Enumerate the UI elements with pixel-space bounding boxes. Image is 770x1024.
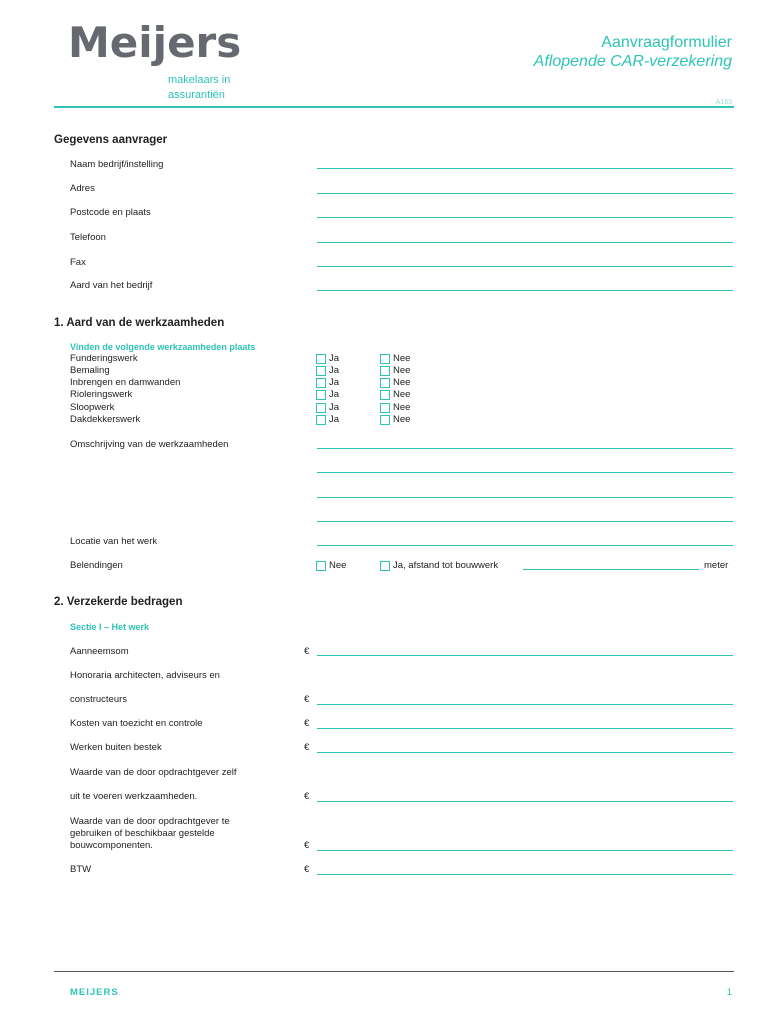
work-item-label: Inbrengen en damwanden: [70, 377, 181, 388]
work-item-no[interactable]: [380, 414, 410, 425]
yes-label: Ja: [329, 353, 340, 364]
amount-label-buiten-bestek: Werken buiten bestek: [70, 742, 162, 753]
belendingen-yes-label: Ja, afstand tot bouwwerk: [393, 560, 499, 571]
location-input[interactable]: [317, 545, 733, 546]
no-label: Nee: [393, 365, 411, 376]
work-item-no[interactable]: [380, 365, 410, 376]
amount-label-honoraria-1: Honoraria architecten, adviseurs en: [70, 670, 220, 681]
checkbox-icon[interactable]: [380, 354, 390, 364]
section-title-applicant: Gegevens aanvrager: [54, 134, 168, 146]
euro-sign: €: [304, 694, 310, 705]
logo-tagline-line2: assurantiën: [168, 89, 225, 101]
euro-sign: €: [304, 646, 310, 657]
field-input-company[interactable]: [317, 168, 733, 169]
amount-label-aanneemsom: Aanneemsom: [70, 646, 129, 657]
checkbox-icon[interactable]: [380, 366, 390, 376]
checkbox-icon[interactable]: [380, 561, 390, 571]
euro-sign: €: [304, 791, 310, 802]
amount-input-btw[interactable]: [317, 874, 733, 875]
form-title: Aanvraagformulier: [601, 34, 732, 51]
euro-sign: €: [304, 864, 310, 875]
work-item-no[interactable]: [380, 353, 410, 364]
work-item-label: Bemaling: [70, 365, 110, 376]
amount-label-bouwcomp-2: gebruiken of beschikbaar gestelde: [70, 828, 215, 839]
work-item-yes[interactable]: [316, 353, 339, 364]
euro-sign: €: [304, 718, 310, 729]
yes-label: Ja: [329, 377, 340, 388]
checkbox-icon[interactable]: [316, 378, 326, 388]
checkbox-icon[interactable]: [380, 378, 390, 388]
distance-unit: meter: [704, 560, 729, 571]
amount-input-buiten-bestek[interactable]: [317, 752, 733, 753]
euro-sign: €: [304, 840, 310, 851]
checkbox-icon[interactable]: [380, 390, 390, 400]
description-line-3[interactable]: [317, 497, 733, 498]
work-item-no[interactable]: [380, 402, 410, 413]
logo-wordmark: Meijers: [68, 18, 242, 67]
no-label: Nee: [393, 389, 411, 400]
yes-label: Ja: [329, 414, 340, 425]
checkbox-icon[interactable]: [316, 415, 326, 425]
belendingen-no-label: Nee: [329, 560, 347, 571]
amount-input-toezicht[interactable]: [317, 728, 733, 729]
no-label: Nee: [393, 377, 411, 388]
field-input-phone[interactable]: [317, 242, 733, 243]
footer-brand: MEIJERS: [70, 987, 119, 998]
section-title-amounts: 2. Verzekerde bedragen: [54, 596, 183, 608]
logo-tagline-line1: makelaars in: [168, 74, 231, 86]
checkbox-icon[interactable]: [380, 403, 390, 413]
no-label: Nee: [393, 414, 411, 425]
work-item-yes[interactable]: [316, 377, 339, 388]
page-number: 1: [726, 987, 732, 998]
amount-label-honoraria-2: constructeurs: [70, 694, 128, 705]
amount-label-btw: BTW: [70, 864, 92, 875]
checkbox-icon[interactable]: [316, 561, 326, 571]
checkbox-icon[interactable]: [380, 415, 390, 425]
footer-divider: [54, 971, 734, 972]
logo-tagline: [168, 73, 230, 103]
field-label-fax: Fax: [70, 257, 86, 268]
form-code: A163: [715, 99, 732, 106]
field-label-address: Adres: [70, 183, 95, 194]
amount-label-waarde-zelf-2: uit te voeren werkzaamheden.: [70, 791, 198, 802]
work-item-label: Dakdekkerswerk: [70, 414, 141, 425]
work-item-yes[interactable]: [316, 414, 339, 425]
work-item-label: Sloopwerk: [70, 402, 115, 413]
amount-input-aanneemsom[interactable]: [317, 655, 733, 656]
description-line-4[interactable]: [317, 521, 733, 522]
description-label: Omschrijving van de werkzaamheden: [70, 439, 229, 450]
amount-input-honoraria[interactable]: [317, 704, 733, 705]
work-item-yes[interactable]: [316, 389, 339, 400]
field-input-fax[interactable]: [317, 266, 733, 267]
header-divider: [54, 106, 734, 108]
amount-label-toezicht: Kosten van toezicht en controle: [70, 718, 203, 729]
checkbox-icon[interactable]: [316, 366, 326, 376]
euro-sign: €: [304, 742, 310, 753]
work-item-no[interactable]: [380, 389, 410, 400]
work-item-label: Funderingswerk: [70, 353, 138, 364]
amount-input-waarde-zelf[interactable]: [317, 801, 733, 802]
checkbox-icon[interactable]: [316, 390, 326, 400]
field-label-company: Naam bedrijf/instelling: [70, 159, 164, 170]
section-title-work-type: 1. Aard van de werkzaamheden: [54, 317, 225, 329]
amount-label-bouwcomp-1: Waarde van de door opdrachtgever te: [70, 816, 230, 827]
form-subtitle: Aflopende CAR-verzekering: [533, 53, 732, 70]
section-subtitle-work: Sectie I – Het werk: [70, 622, 150, 632]
work-question: Vinden de volgende werkzaamheden plaats: [70, 342, 256, 352]
work-item-yes[interactable]: [316, 365, 339, 376]
field-input-postcode[interactable]: [317, 217, 733, 218]
work-item-yes[interactable]: [316, 402, 339, 413]
field-label-phone: Telefoon: [70, 232, 106, 243]
description-line-1[interactable]: [317, 448, 733, 449]
yes-label: Ja: [329, 365, 340, 376]
checkbox-icon[interactable]: [316, 354, 326, 364]
work-item-label: Rioleringswerk: [70, 389, 133, 400]
amount-input-bouwcomp[interactable]: [317, 850, 733, 851]
field-label-business-type: Aard van het bedrijf: [70, 280, 153, 291]
work-item-no[interactable]: [380, 377, 410, 388]
field-label-postcode: Postcode en plaats: [70, 207, 151, 218]
no-label: Nee: [393, 402, 411, 413]
belendingen-label: Belendingen: [70, 560, 123, 571]
description-line-2[interactable]: [317, 472, 733, 473]
no-label: Nee: [393, 353, 411, 364]
belendingen-no-option[interactable]: [316, 560, 346, 571]
amount-label-bouwcomp-3: bouwcomponenten.: [70, 840, 153, 851]
belendingen-yes-option[interactable]: [380, 560, 498, 571]
yes-label: Ja: [329, 402, 340, 413]
field-input-business-type[interactable]: [317, 290, 733, 291]
checkbox-icon[interactable]: [316, 403, 326, 413]
field-input-address[interactable]: [317, 193, 733, 194]
location-label: Locatie van het werk: [70, 536, 158, 547]
amount-label-waarde-zelf-1: Waarde van de door opdrachtgever zelf: [70, 767, 237, 778]
distance-input[interactable]: [523, 569, 699, 570]
yes-label: Ja: [329, 389, 340, 400]
